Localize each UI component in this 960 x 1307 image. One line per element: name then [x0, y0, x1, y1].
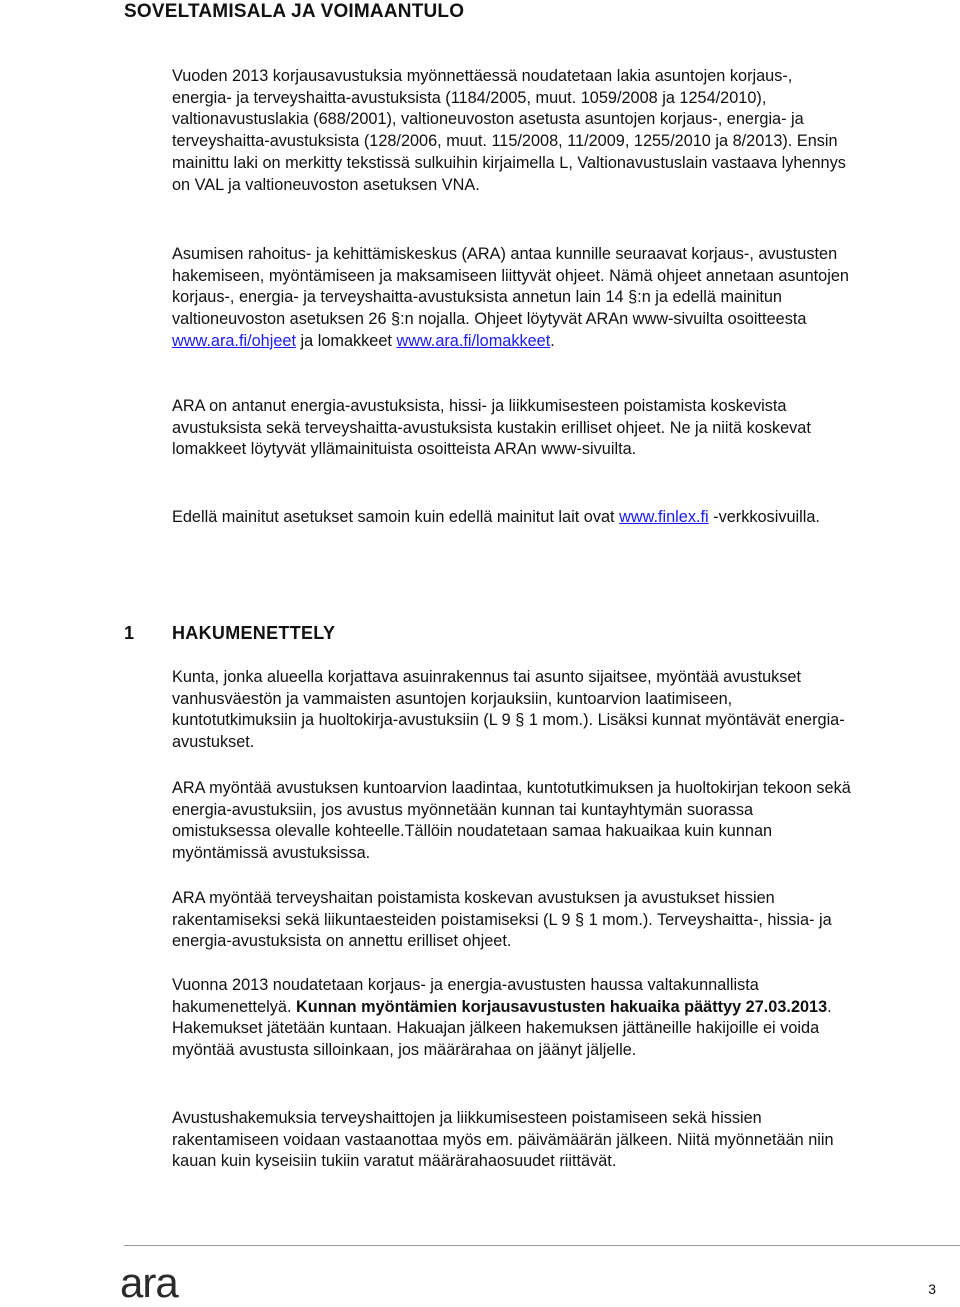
intro-paragraph-4-text: Edellä mainitut asetukset samoin kuin edellä mainitut lait ovat: [172, 508, 620, 526]
section1-paragraph-3: ARA myöntää terveyshaitan poistamista koskevan avustuksen ja avustukset hissien rakentamiseksi sekä liikuntaesteiden poistamiseksi (L 9 § 1 mom.). Terveyshaitta-, hissia- ja energia-avustuksista on annettu erilliset ohjeet.: [172, 889, 832, 951]
intro-section-3: [172, 396, 852, 461]
ara-logo: ara: [120, 1259, 178, 1306]
page-number: 3: [928, 1281, 936, 1297]
deadline-text: Kunnan myöntämien korjausavustusten hakuaika päättyy 27.03.2013: [296, 997, 828, 1016]
page-heading: SOVELTAMISALA JA VOIMAANTULO: [124, 1, 465, 22]
section1-paragraph-4-b: . Hakemukset jätetään kuntaan. Hakuajan jälkeen hakemuksen jättäneille hakijoille ei voida myöntää avustusta silloinkaan, jos määrärahaa on jäänyt jäljelle.: [172, 997, 832, 1060]
section1-paragraph-5: Avustushakemuksia terveyshaittojen ja liikkumisesteen poistamiseen sekä hissien rakentamiseen voidaan vastaanottaa myös em. päivämäärän jälkeen. Niitä myönnetään niin kauan kuin kyseisiin tukiin varatut määrärahaosuudet riittävät.: [172, 1109, 834, 1171]
section1-block-2: [172, 778, 852, 865]
ohjeet-link[interactable]: www.ara.fi/ohjeet: [172, 331, 296, 350]
intro-paragraph-2-text: Asumisen rahoitus- ja kehittämiskeskus (ARA) antaa kunnille seuraavat korjaus-, avustusten hakemiseen, myöntämiseen ja maksamiseen liittyvät ohjeet. Nämä ohjeet annetaan asuntojen korjaus-, energia- ja terveyshaitta-avustuksista annetun lain 14 §:n ja edellä mainitun valtioneuvoston asetuksen 26 §:n nojalla. Ohjeet löytyvät ARAn www-sivuilta osoitteesta: [172, 245, 849, 329]
intro-paragraph-4: [172, 507, 852, 529]
section1-paragraph-2: ARA myöntää avustuksen kuntoarvion laadintaa, kuntotutkimuksen ja huoltokirjan tekoon sekä energia-avustuksiin, jos avustus myönnetään kunnan tai kuntayhtymän suorassa omistuksessa olevalle kohteelle.Tällöin noudatetaan samaa hakuaikaa kuin kunnan myöntämissä avustuksissa.: [172, 779, 851, 863]
section1-block-3: [172, 888, 852, 953]
section-title: [124, 621, 335, 645]
intro-section: [172, 66, 852, 196]
finlex-link[interactable]: www.finlex.fi: [619, 508, 709, 526]
intro-paragraph-3: ARA on antanut energia-avustuksista, hissi- ja liikkumisesteen poistamista koskevista avustuksista sekä terveyshaitta-avustuksista kustakin erilliset ohjeet. Ne ja niitä koskevat lomakkeet löytyvät yllämainituista osoitteista ARAn www-sivuilta.: [172, 397, 811, 459]
footer-divider: [124, 1245, 960, 1246]
intro-section-4: [172, 507, 852, 529]
lomakkeet-link[interactable]: www.ara.fi/lomakkeet: [396, 331, 551, 350]
section1-paragraph-4-a: Vuonna 2013 noudatetaan korjaus- ja energia-avustusten haussa valtakunnallista hakumenettelyä.: [172, 976, 759, 1016]
intro-paragraph-1: Vuoden 2013 korjausavustuksia myönnettäessä noudatetaan lakia asuntojen korjaus-, energia- ja terveyshaitta-avustuksista (1184/2005, muut. 1059/2008 ja 1254/2010), valtionavustuslakia (688/2001), valtioneuvoston asetusta asuntojen korjaus-, energia- ja terveyshaitta-avustuksista (128/2006, muut. 115/2008, 11/2009, 1255/2010 ja 8/2013). Ensin mainittu laki on merkitty tekstissä sulkuihin kirjaimella L, Valtionavustuslain vastaava lyhennys on VAL ja valtioneuvoston asetuksen VNA.: [172, 67, 846, 194]
section1-block-4: [172, 975, 852, 1062]
intro-paragraph-2-mid: ja lomakkeet: [295, 331, 397, 350]
section1-paragraph-1: Kunta, jonka alueella korjattava asuinrakennus tai asunto sijaitsee, myöntää avustukset vanhusväestön ja vammaisten asuntojen korjauksiin, kuntoarvion laatimiseen, kuntotutkimuksiin ja huoltokirja-avustuksiin (L 9 § 1 mom.). Lisäksi kunnat myöntävät energia-avustukset.: [172, 668, 845, 752]
intro-section-2: [172, 244, 852, 353]
intro-paragraph-2: [172, 244, 852, 353]
intro-paragraph-2-end: .: [550, 331, 555, 350]
section1-block-5: [172, 1108, 852, 1173]
section1-block-1: [172, 667, 852, 754]
section-title-text: HAKUMENETTELY: [172, 623, 336, 643]
section1-paragraph-4: [172, 975, 852, 1062]
section-number: 1: [124, 623, 135, 643]
intro-paragraph-4-end: -verkkosivuilla.: [708, 508, 820, 526]
